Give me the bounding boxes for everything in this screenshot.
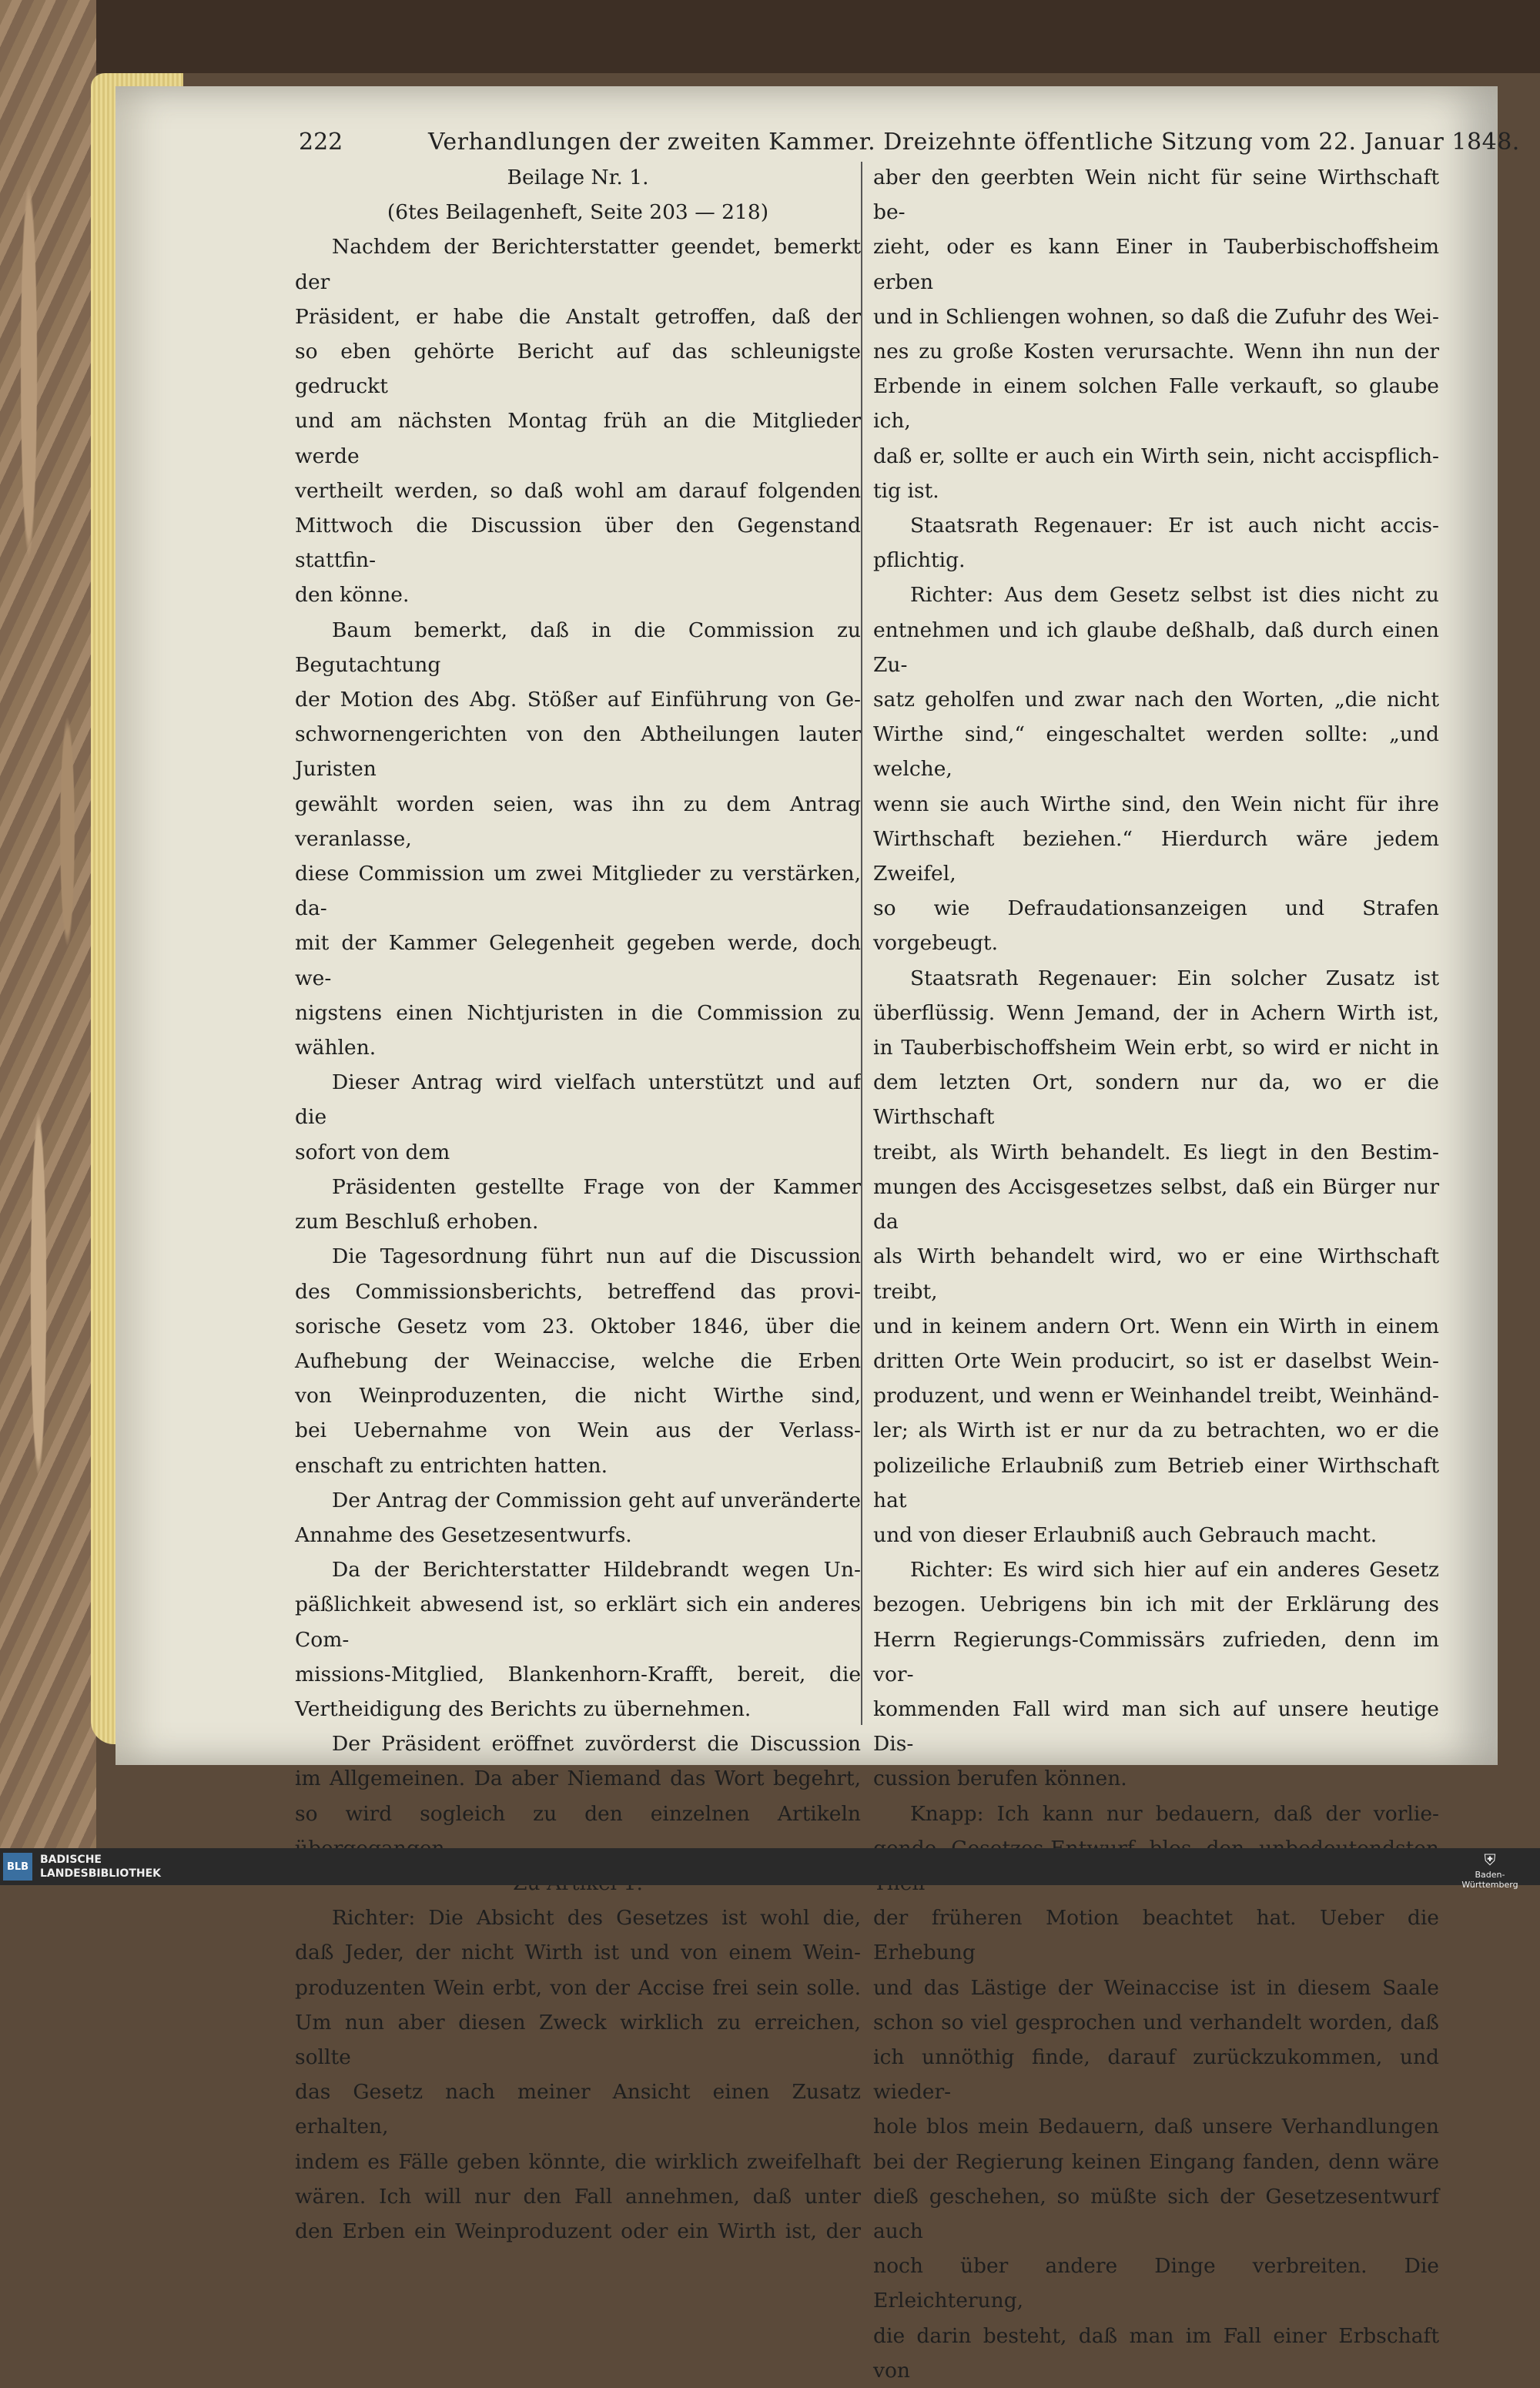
text-line: tig ist. [873,478,939,503]
text-line: und von dieser Erlaubniß auch Gebrauch macht. [873,1522,1378,1547]
text-line: und in Schliengen wohnen, so daß die Zufuhr des Wei- [873,304,1439,329]
text-line: bei der Regierung keinen Eingang fanden, denn wäre [873,2149,1439,2174]
text-line: satz geholfen und zwar nach den Worten, „die nicht [873,688,1439,712]
text-line: vertheilt werden, so daß wohl am darauf folgenden [295,478,861,503]
region-label: Baden-Württemberg [1461,1870,1518,1890]
text-line: Vertheidigung des Berichts zu übernehmen. [295,1696,752,1721]
text-line: schon so viel gesprochen und verhandelt worden, daß [873,2010,1439,2035]
text-line: Beilage Nr. 1. [507,166,649,189]
text-line: von Weinproduzenten, die nicht Wirthe sind, [295,1384,861,1408]
book-edge-top [0,0,1540,73]
text-line: den Erben ein Weinproduzent oder ein Wirth ist, der [295,2219,861,2243]
column-divider [861,162,862,1725]
text-line: pflichtig. [873,548,966,573]
region-logo [1448,1850,1532,1890]
text-line: ich unnöthig finde, darauf zurückzukommen, und wieder- [873,2045,1439,2105]
text-line: wären. Ich will nur den Fall annehmen, daß unter [295,2184,861,2209]
text-line: Aufhebung der Weinaccise, welche die Erben [295,1348,861,1373]
footer-band [0,1848,1540,1885]
text-line: im Allgemeinen. Da aber Niemand das Wort begehrt, [295,1767,861,1791]
text-line: Staatsrath Regenauer: Er ist auch nicht accis- [910,514,1439,538]
text-line: Richter: Aus dem Gesetz selbst ist dies nicht zu [910,583,1439,608]
text-line: Dieser Antrag wird vielfach unterstützt und auf die [295,1070,861,1130]
text-line: ler; als Wirth ist er nur da zu betrachten, wo er die [873,1418,1439,1443]
text-line: den könne. [295,583,410,608]
text-line: nigstens einen Nichtjuristen in die Commission zu wählen. [295,1000,861,1060]
text-line: bei Uebernahme von Wein aus der Verlass- [295,1418,861,1443]
blb-logo: BLB [3,1853,32,1881]
text-line: diese Commission um zwei Mitglieder zu verstärken, da- [295,862,861,921]
text-line: enschaft zu entrichten hatten. [295,1453,608,1478]
text-line: Um nun aber diesen Zweck wirklich zu erreichen, sollte [295,2010,861,2069]
text-line: Mittwoch die Discussion über den Gegenstand stattfin- [295,514,861,573]
text-line: Annahme des Gesetzesentwurfs. [295,1522,632,1547]
text-line: nes zu große Kosten verursachte. Wenn ihn nun der [873,340,1439,364]
text-line: Präsident, er habe die Anstalt getroffen, daß der [295,304,861,329]
text-line: kommenden Fall wird man sich auf unsere heutige Dis- [873,1696,1439,1757]
text-line: dem letzten Ort, sondern nur da, wo er die Wirthschaft [873,1070,1439,1130]
running-header [299,129,1520,162]
text-line: mungen des Accisgesetzes selbst, daß ein Bürger nur da [873,1174,1439,1234]
text-line: Wirthe sind,“ eingeschaltet werden sollte: „und welche, [873,722,1439,782]
text-line: Baum bemerkt, daß in die Commission zu Begutachtung [295,618,861,677]
library-name-line2: LANDESBIBLIOTHEK [40,1867,162,1880]
text-line: Richter: Die Absicht des Gesetzes ist wohl die, [332,1906,861,1931]
text-line: als Wirth behandelt wird, wo er eine Wirthschaft treibt, [873,1244,1439,1304]
text-line: treibt, als Wirth behandelt. Es liegt in den Bestim- [873,1140,1439,1164]
text-line: daß er, sollte er auch ein Wirth sein, nicht accispflich- [873,444,1439,468]
text-line: Präsidenten gestellte Frage von der Kammer [332,1174,861,1199]
text-line: dritten Orte Wein producirt, so ist er daselbst Wein- [873,1348,1439,1373]
text-line: der Motion des Abg. Stößer auf Einführung von Ge- [295,688,861,712]
text-line: überflüssig. Wenn Jemand, der in Achern Wirth ist, [873,1000,1439,1025]
text-line: Wirthschaft beziehen.“ Hierdurch wäre jedem Zweifel, [873,826,1439,886]
text-line: zum Beschluß erhoben. [295,1210,539,1234]
text-line: und das Lästige der Weinaccise ist in diesem Saale [873,1975,1439,2000]
text-line: Richter: Es wird sich hier auf ein anderes Gesetz [910,1558,1439,1583]
text-line: so eben gehörte Bericht auf das schleunigste gedruckt [295,340,861,399]
text-line: wenn sie auch Wirthe sind, den Wein nicht für ihre [873,792,1439,816]
text-line: produzenten Wein erbt, von der Accise frei sein solle. [295,1975,861,2000]
text-line: Der Antrag der Commission geht auf unveränderte [332,1488,861,1512]
text-line: entnehmen und ich glaube deßhalb, daß durch einen Zu- [873,618,1439,677]
text-line: Die Tagesordnung führt nun auf die Discussion [332,1244,861,1269]
text-line: Knapp: Ich kann nur bedauern, daß der vorlie- [910,1801,1439,1826]
text-line: produzent, und wenn er Weinhandel treibt, Weinhänd- [873,1384,1439,1408]
text-line: sofort von dem [295,1140,450,1164]
text-line: das Gesetz nach meiner Ansicht einen Zusatz erhalten, [295,2080,861,2139]
text-line: Nachdem der Berichterstatter geendet, bemerkt der [295,235,861,294]
text-line: dieß geschehen, so müßte sich der Gesetzesentwurf auch [873,2184,1439,2243]
text-line: päßlichkeit abwesend ist, so erklärt sich ein anderes Com- [295,1593,861,1652]
text-line: hole blos mein Bedauern, daß unsere Verhandlungen [873,2115,1439,2139]
text-line: so wie Defraudationsanzeigen und Strafen vorgebeugt. [873,896,1439,956]
text-line: und am nächsten Montag früh an die Mitglieder werde [295,409,861,468]
text-line: daß Jeder, der nicht Wirth ist und von einem Wein- [295,1941,861,1965]
coat-of-arms-icon: ⛨ [1484,1850,1496,1869]
text-line: gewählt worden seien, was ihn zu dem Antrag veranlasse, [295,792,861,851]
text-line: Da der Berichterstatter Hildebrandt wegen Un- [332,1558,861,1583]
text-line: sorische Gesetz vom 23. Oktober 1846, über die [295,1314,861,1338]
text-line: in Tauberbischoffsheim Wein erbt, so wird er nicht in [873,1036,1439,1060]
header-title: Verhandlungen der zweiten Kammer. Dreizehnte öffentliche Sitzung vom 22. Januar 1848. [428,129,1520,156]
text-line: missions-Mitglied, Blankenhorn-Krafft, bereit, die [295,1662,861,1686]
library-name-line1: BADISCHE [40,1854,102,1866]
text-line: aber den geerbten Wein nicht für seine Wirthschaft be- [873,166,1439,225]
marbled-cover-edge [0,0,96,1848]
text-line: indem es Fälle geben könnte, die wirklich zweifelhaft [295,2149,861,2174]
text-line: schwornengerichten von den Abtheilungen lauter Juristen [295,722,861,782]
library-name [40,1853,161,1881]
text-line: Herrn Regierungs-Commissärs zufrieden, denn im vor- [873,1627,1439,1686]
right-column [873,160,1439,2388]
text-line: cussion berufen können. [873,1767,1127,1791]
text-line: zieht, oder es kann Einer in Tauberbischoffsheim erben [873,235,1439,294]
text-line: Der Präsident eröffnet zuvörderst die Discussion [332,1732,861,1757]
text-line: des Commissionsberichts, betreffend das provi- [295,1279,861,1304]
text-line: Erbende in einem solchen Falle verkauft, so glaube ich, [873,374,1439,434]
page-number: 222 [299,129,343,156]
text-line: Staatsrath Regenauer: Ein solcher Zusatz ist [910,966,1439,990]
text-line: so wird sogleich zu den einzelnen Artikeln [295,1801,861,1826]
left-column [295,160,861,2249]
text-line: (6tes Beilagenheft, Seite 203 — 218) [387,200,769,225]
text-line: noch über andere Dinge verbreiten. Die Erleichterung, [873,2254,1439,2313]
text-line: die darin besteht, daß man im Fall einer Erbschaft von [873,2323,1439,2383]
text-line: der früheren Motion beachtet hat. Ueber die Erhebung [873,1906,1439,1965]
text-line: bezogen. Uebrigens bin ich mit der Erklärung des [873,1593,1439,1617]
text-line: mit der Kammer Gelegenheit gegeben werde, doch we- [295,931,861,990]
text-line: polizeiliche Erlaubniß zum Betrieb einer Wirthschaft hat [873,1453,1439,1512]
text-line: und in keinem andern Ort. Wenn ein Wirth in einem [873,1314,1439,1338]
